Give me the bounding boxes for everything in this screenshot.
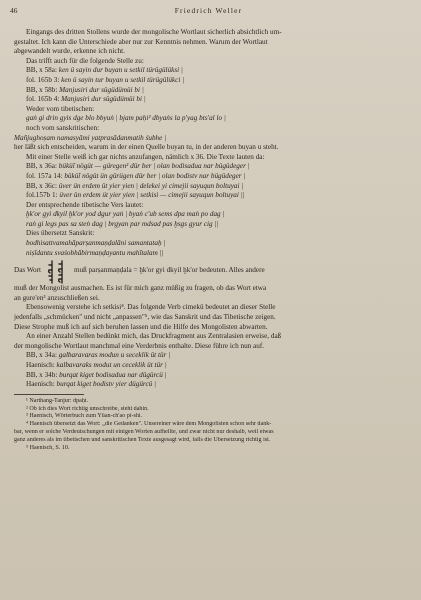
- footnote: bar, wenn er solche Verdeutschungen mit einigen Worten aufhellte, und zwar nicht nur deshalb, weil etwas: [14, 428, 274, 435]
- quote-text: üver ün erdem üt yier yien | delekei yi cimejii sayuqun boltuyai |: [58, 181, 244, 190]
- paragraph-line: abgewandelt wurde, erkenne ich nicht.: [14, 47, 125, 56]
- page-header: [10, 6, 407, 18]
- footnote: ¹ Narthang-Tanjur: dpaḥi.: [26, 397, 89, 404]
- paragraph-line: An einer Anzahl Stellen bedünkt mich, das Druckfragment aus Zentralasien erweise, daß: [26, 332, 282, 341]
- paragraph-line: Weder vom tibetischen:: [26, 104, 95, 113]
- sanskrit-line: Mañjughoṣam namasyāmi yatprasādanmatih śubhe |: [14, 133, 167, 142]
- sanskrit-line: niṣīdantu svaśobhābirmaṇḍayantu mahītalam ||: [26, 248, 164, 257]
- mongolian-script-glyph: [46, 260, 68, 284]
- quote-ref: fol. 157a 14:: [26, 171, 63, 180]
- quote-line: [14, 361, 406, 371]
- word-intro: Das Wort: [14, 266, 42, 275]
- quote-line: [14, 76, 406, 86]
- quote-text: ken ü sayin tur buyan u setkil türügülükci |: [61, 75, 185, 84]
- paragraph-line: Diese Strophe muß ich auf sich beruhen lassen und die Hilfe des Mongolisten abwarten.: [14, 322, 268, 331]
- paragraph-line: jedenfalls „schmücken" und nicht „anpassen"⁵, wie das Sanskrit und das Tibetische zeigen.: [14, 313, 276, 322]
- quote-text: üver ün erdem üt yier yien | setkisi — cimejii sayuqun boltuyai ||: [59, 191, 245, 200]
- paragraph-line: noch vom sanskritischen:: [26, 123, 100, 132]
- footnote: ³ Haenisch, Wörterbuch zum Yüan-ch'ao pi-shi.: [26, 413, 143, 420]
- quote-line: [14, 191, 406, 201]
- quote-ref: BB, x 58a:: [26, 66, 57, 75]
- footnote-divider: [14, 394, 84, 395]
- paragraph-line: an gure'en³ anzuschließen sei.: [14, 293, 100, 302]
- quote-line: [14, 172, 406, 182]
- quote-text: burqat kiget bodisadua nar dügürcü |: [59, 370, 167, 379]
- quote-ref: fol. 165b 3:: [26, 75, 60, 84]
- quote-text: Manjusiri dur sügüdümüi bi |: [61, 95, 146, 104]
- footnote: ganz anderes als im tibetischen und sanskritischen Texte ausgesagt wird, falls die Übersetzung richtig ist.: [14, 436, 271, 443]
- quote-line: [14, 95, 406, 105]
- mongolian-word-line: [14, 260, 406, 284]
- quote-text: burqat kiget bodistv yier dügürcü |: [56, 380, 157, 389]
- tibetan-line: raṅ gi legs pas sa steṅ dag | brgyan par mdsad pas ḫsgs gyur cig ||: [26, 219, 219, 228]
- quote-text: bükü̈i nögüt — güregen² dür ber | olan bodisadua nar bügüdeger |: [58, 162, 250, 171]
- paragraph-line: gestaltet. Ich kann die Unterschiede aber nur zur Kenntnis nehmen. Warum der Wortlaut: [14, 37, 268, 46]
- quote-ref: BB, x 34b:: [26, 370, 58, 379]
- quote-line: [14, 371, 406, 381]
- quote-ref: fol.157b 1:: [26, 191, 58, 200]
- quote-line: [14, 380, 406, 390]
- quote-ref: BB, x 36a:: [26, 162, 57, 171]
- paragraph-line: Der entsprechende tibetische Vers lautet:: [26, 200, 144, 209]
- quote-line: [14, 162, 406, 172]
- footnote: ⁴ Haenisch übersetzt das Wort: „die Gedanken". Unsereiner wäre dem Mongolisten schon sehr dank-: [26, 421, 272, 428]
- paragraph-line: muß der Mongolist ausmachen. Es ist für mich ganz müßig zu fragen, ob das Wort etwa: [14, 284, 267, 293]
- page-number: 46: [10, 6, 18, 15]
- main-text: [14, 28, 406, 452]
- paragraph-line: Dies übersetzt Sanskrit:: [26, 229, 95, 238]
- quote-ref: BB, x 58b:: [26, 85, 58, 94]
- quote-line: [14, 66, 406, 76]
- quote-ref: fol. 165b 4:: [26, 95, 60, 104]
- quote-text: galbaravaras modun u seceklik üt tür |: [58, 351, 171, 360]
- paragraph-line: Ebensowenig verstehe ich setkisi⁴. Das folgende Verb cimekü bedeutet an dieser Stelle: [26, 303, 276, 312]
- paragraph-line: der mongolische Wortlaut manchmal eine Verderbnis enthalte. Diese führe ich nun auf.: [14, 341, 265, 350]
- quote-line: [14, 351, 406, 361]
- quote-ref: Haenisch:: [26, 380, 55, 389]
- footnote: ² Ob ich dies Wort richtig umschreibe, steht dahin.: [26, 405, 149, 412]
- paragraph-line: Eingangs des dritten Stollens wurde der mongolische Wortlaut sicherlich absichtlich um-: [26, 28, 282, 36]
- paragraph-line: Mit einer Stelle weiß ich gar nichts anzufangen, nämlich x 36. Die Texte lauten da:: [26, 152, 265, 161]
- quote-ref: Haenisch:: [26, 361, 55, 369]
- quote-ref: BB, x 34a:: [26, 351, 57, 360]
- quote-text: kalbavaraks modut un ceceklik üt tür |: [56, 361, 167, 369]
- quote-line: [14, 86, 406, 96]
- paragraph-line: her läßt sich entscheiden, warum in der einen Quelle buyan tu, in der anderen buyan u steht.: [14, 143, 279, 152]
- footnote: ⁵ Haenisch, S. 10.: [26, 444, 70, 451]
- running-title: Friedrich Weller: [174, 6, 243, 15]
- sanskrit-line: bodhisattvamahāparṣanmaṇḍalāni samantataḥ |: [26, 239, 166, 248]
- word-definition: muß parṣanmaṇḍala = ḫk'or gyi dkyil ḫk'or bedeuten. Alles andere: [74, 266, 265, 275]
- tibetan-line: ḫk'or gyi dkyil ḫk'or yod dgur yaṅ | byaṅ c'ub sems dpa maṅ po dag |: [26, 210, 225, 219]
- quote-text: Manjusiri dur sügüdümüi bi |: [59, 85, 144, 94]
- quote-line: [14, 182, 406, 192]
- tibetan-line: gaṅ gi drin gyis dge blo bbyuṅ | bjam paḥi² dbyaṅs la p'yag bts'al lo |: [26, 114, 226, 123]
- quote-text: bükü̈i nögüt ün gürügen dür ber | olan bodistv nar bügüdeger |: [64, 171, 246, 180]
- quote-text: ken ü sayin dur buyan u setkil türügülüksi |: [58, 66, 183, 75]
- quote-ref: BB, x 36c:: [26, 181, 57, 190]
- paragraph-line: Das trifft auch für die folgende Stelle zu:: [26, 56, 144, 65]
